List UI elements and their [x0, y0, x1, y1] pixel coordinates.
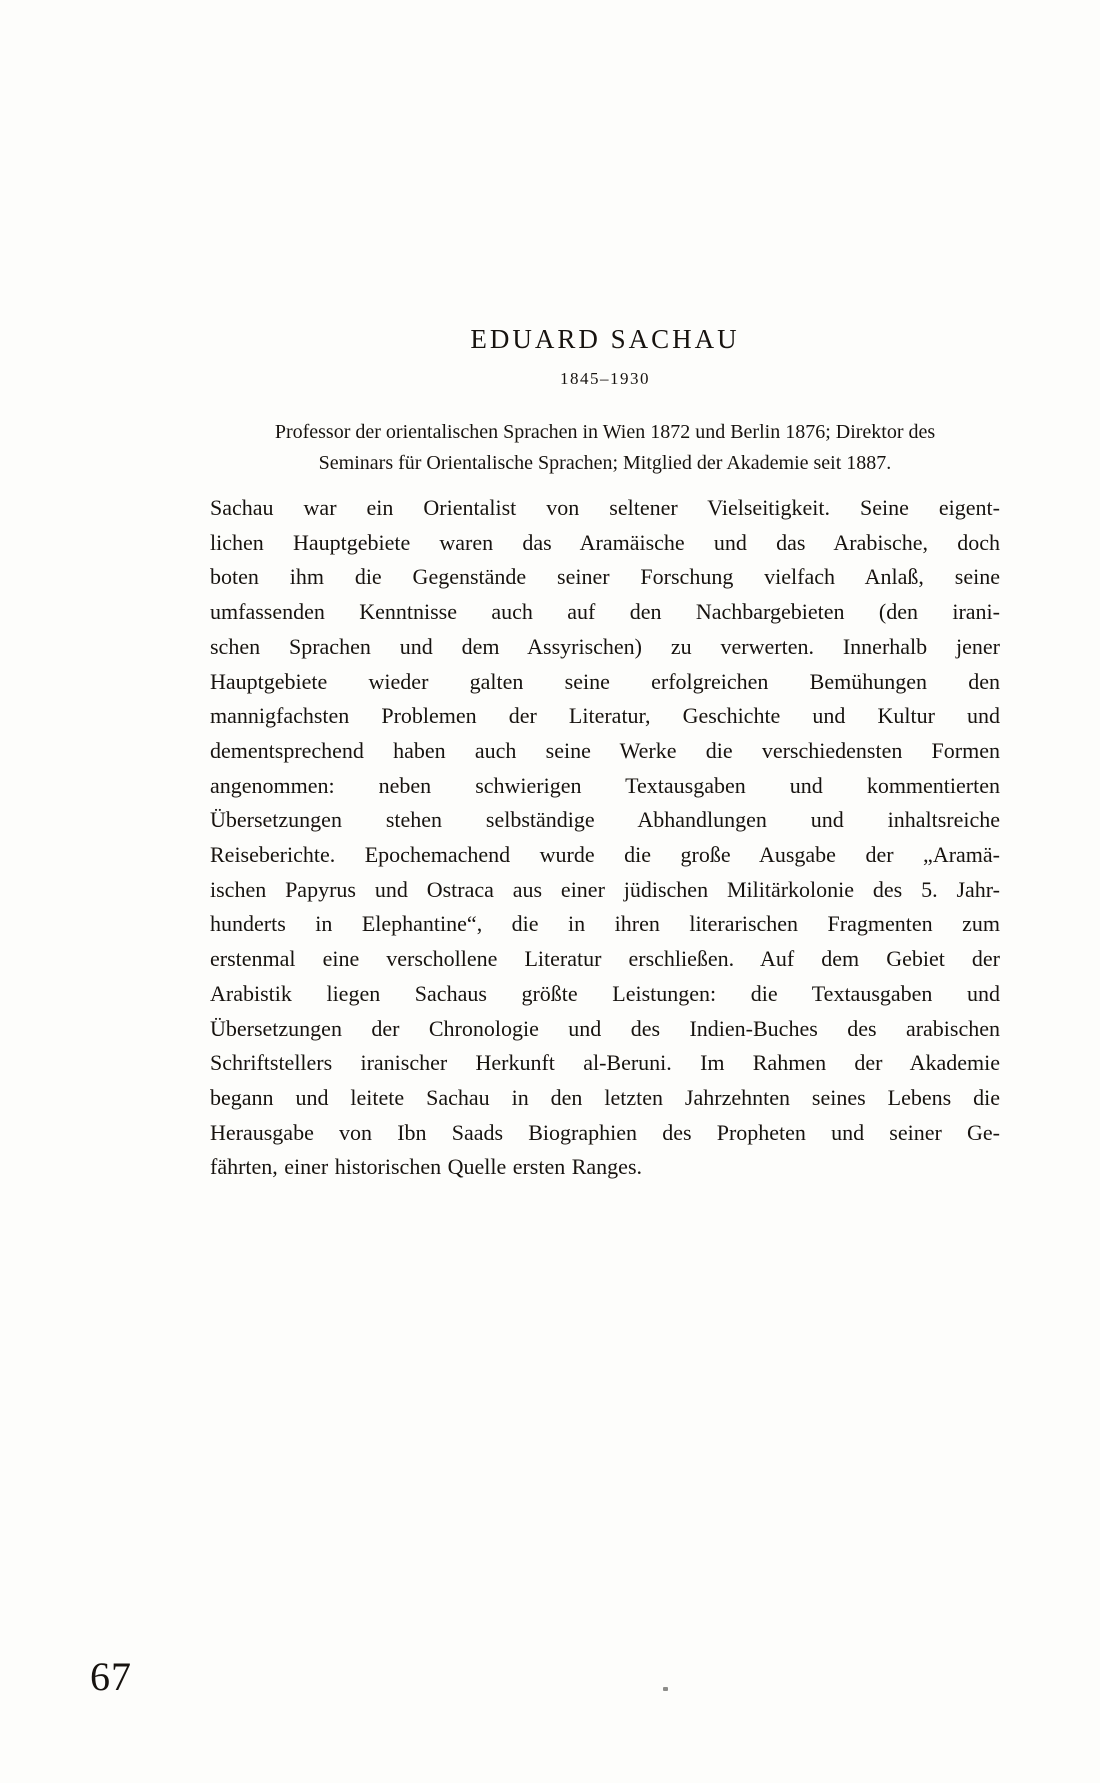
biography-line: lichen Hauptgebiete waren das Aramäische und das Arabische, doch	[210, 529, 1000, 555]
affiliation-line: Professor der orientalischen Sprachen in Wien 1872 und Berlin 1876; Direktor des	[274, 421, 936, 443]
biography-line: boten ihm die Gegenstände seiner Forschung vielfach Anlaß, seine	[210, 564, 1000, 590]
affiliation	[210, 417, 1000, 479]
biography-line: Schriftstellers iranischer Herkunft al-Beruni. Im Rahmen der Akademie	[210, 1050, 1000, 1076]
biography-line: erstenmal eine verschollene Literatur erschließen. Auf dem Gebiet der	[210, 946, 1000, 972]
biography-text	[210, 491, 1000, 1185]
page-title: EDUARD SACHAU	[470, 324, 740, 354]
biography-line: Übersetzungen stehen selbständige Abhandlungen und inhaltsreiche	[210, 807, 1000, 833]
biography-line: dementsprechend haben auch seine Werke die verschiedensten Formen	[210, 737, 1000, 763]
biography-line: hunderts in Elephantine“, die in ihren literarischen Fragmenten zum	[210, 911, 1000, 937]
scan-artifact-speck	[663, 1687, 668, 1691]
biography-line: Arabistik liegen Sachaus größte Leistungen: die Textausgaben und	[210, 980, 1000, 1006]
page-number: 67	[90, 1654, 132, 1699]
biography-line: Herausgabe von Ibn Saads Biographien des Propheten und seiner Ge-	[210, 1119, 1000, 1145]
biography-line: umfassenden Kenntnisse auch auf den Nachbargebieten (den irani-	[210, 599, 1000, 625]
biography-line: Reiseberichte. Epochemachend wurde die große Ausgabe der „Aramä-	[210, 842, 1000, 868]
biography-line: Hauptgebiete wieder galten seine erfolgreichen Bemühungen den	[210, 668, 1000, 694]
life-dates: 1845–1930	[560, 369, 650, 388]
biography-line: fährten, einer historischen Quelle ersten Ranges.	[210, 1154, 643, 1180]
text-column	[210, 0, 1000, 1783]
biography-line: begann und leitete Sachau in den letzten Jahrzehnten seines Lebens die	[210, 1084, 1000, 1110]
biography-line: Übersetzungen der Chronologie und des Indien-Buches des arabischen	[210, 1015, 1000, 1041]
affiliation-line: Seminars für Orientalische Sprachen; Mitglied der Akademie seit 1887.	[318, 452, 892, 474]
biography-line: schen Sprachen und dem Assyrischen) zu verwerten. Innerhalb jener	[210, 633, 1000, 659]
biography-line: angenommen: neben schwierigen Textausgaben und kommentierten	[210, 772, 1000, 798]
biography-line: ischen Papyrus und Ostraca aus einer jüdischen Militärkolonie des 5. Jahr-	[210, 876, 1000, 902]
biography-line: Sachau war ein Orientalist von seltener Vielseitigkeit. Seine eigent-	[210, 495, 1000, 520]
biography-line: mannigfachsten Problemen der Literatur, Geschichte und Kultur und	[210, 703, 1000, 729]
